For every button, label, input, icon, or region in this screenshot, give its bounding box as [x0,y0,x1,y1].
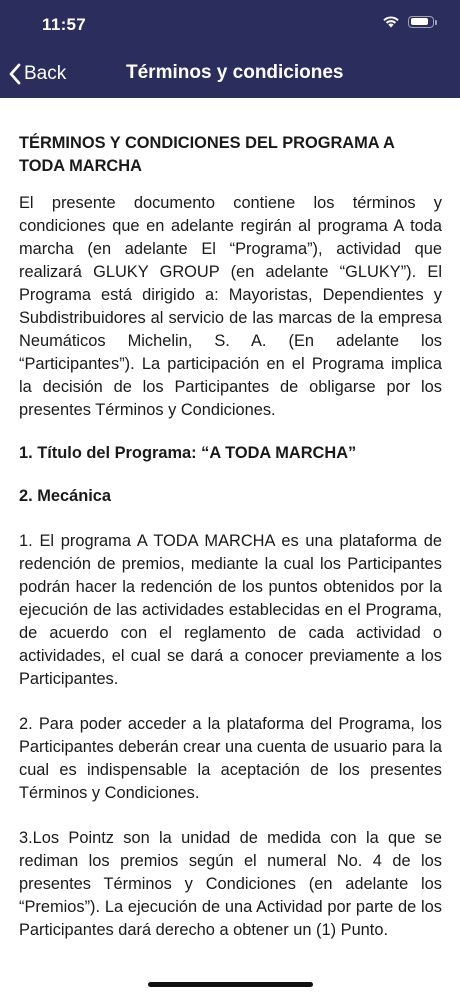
battery-level [411,18,429,25]
terms-content [19,132,442,942]
battery-icon [408,16,434,28]
back-button[interactable] [8,58,66,90]
intro-paragraph: El presente documento contiene los términos y condiciones que en adelante regirán al programa A toda marcha (en adelante El “Programa”), actividad que realizará GLUKY GROUP (en adelante “GLUKY”). El Programa está dirigido a: Mayoristas, Dependientes y Subdistribuidores al servicio de las marcas de la empresa Neumáticos Michelin, S. A. (En adelante los “Participantes”). La participación en el Programa implica la decisión de los Participantes de obligarse por los presentes Términos y Condiciones. [19,194,442,419]
chevron-left-icon [8,63,22,85]
navigation-header [0,0,460,98]
wifi-icon [382,15,400,28]
status-time: 11:57 [42,15,87,34]
page-title: Términos y condiciones [126,62,344,83]
mechanics-paragraph-2: 2. Para poder acceder a la plataforma del Programa, los Participantes deberán crear una cuenta de usuario para la cual es indispensable la aceptación de los presentes Términos y Condiciones. [19,715,442,802]
status-icons [382,15,434,28]
back-label: Back [24,63,67,84]
section-1-heading: 1. Título del Programa: “A TODA MARCHA” [19,444,357,462]
document-title: TÉRMINOS Y CONDICIONES DEL PROGRAMA A TODA MARCHA [19,134,395,175]
home-indicator[interactable] [148,982,313,987]
mechanics-paragraph-1: 1. El programa A TODA MARCHA es una plataforma de redención de premios, mediante la cual los Participantes podrán hacer la redención de los puntos obtenidos por la ejecución de las actividades establecidas en el Programa, de acuerdo con el reglamento de cada actividad o actividades, el cual se dará a conocer previamente a los Participantes. [19,532,442,688]
mechanics-paragraph-3: 3.Los Pointz son la unidad de medida con la que se rediman los premios según el numeral No. 4 de los presentes Términos y Condiciones (en adelante los “Premios”). La ejecución de una Actividad por parte de los Participantes dará derecho a obtener un (1) Punto. [19,829,442,939]
section-2-heading: 2. Mecánica [19,487,112,505]
